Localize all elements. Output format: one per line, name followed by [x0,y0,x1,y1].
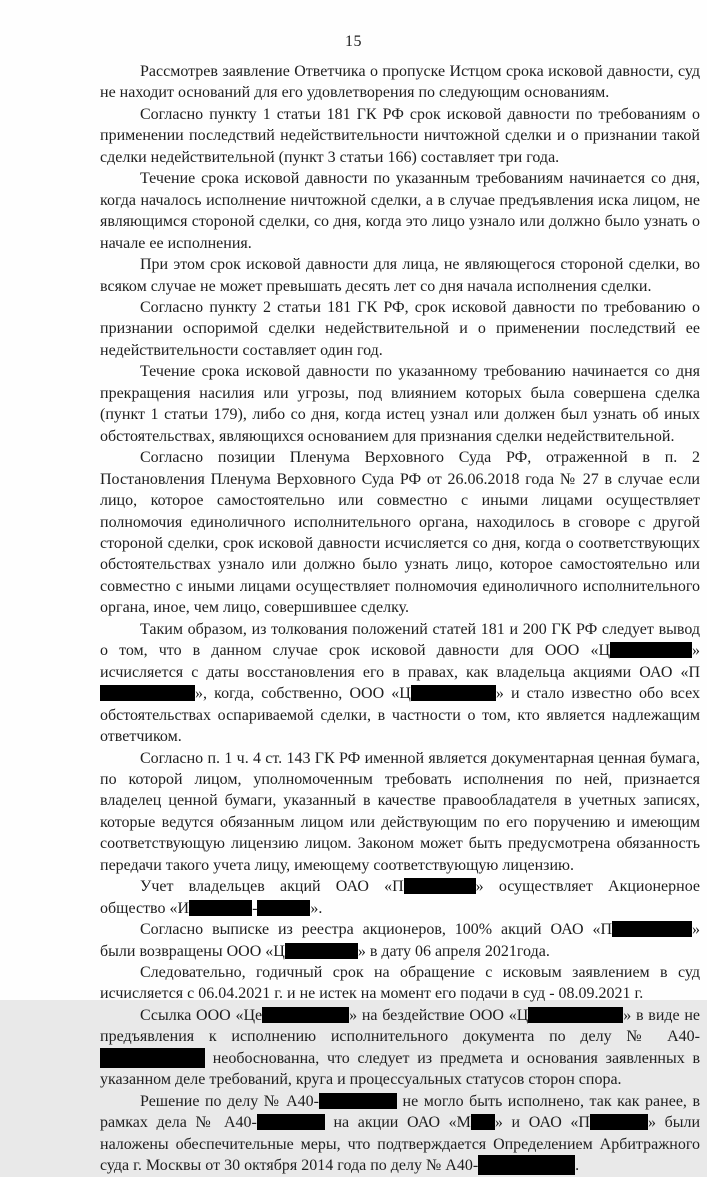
paragraph-text: » исчисляется с даты восстановления его в правах, как владельца акциями ОАО «П [100,642,700,681]
paragraph-text: Согласно п. 1 ч. 4 ст. 143 ГК РФ именной является документарная ценная бумага, по которой лицом, уполномоченным требовать исполнения по ней, признается владелец ценной бумаги, указанный в качестве правообладателя в учетных записях, которые ведутся обязанным лицом или действующим по его поручению и имеющим соответствующую лицензию лицом. Законом может быть предусмотрена обязанность передачи такого учета лицу, имеющему соответствующую лицензию. [100,749,700,874]
redaction-box [285,943,358,959]
redaction-box [262,1007,349,1023]
redaction-box [528,1007,623,1023]
paragraph-text: » были возвращены ООО «Ц [100,921,700,960]
paragraph [100,1091,700,1177]
paragraph-text: Ссылка ООО «Це [140,1006,263,1024]
paragraph-text: Согласно позиции Пленума Верховного Суда РФ, отраженной в п. 2 Постановления Пленума Верховного Суда РФ от 26.06.2018 года № 27 в случае если лицо, которое самостоятельно или совместно с иными лицами осуществляет полномочия единоличного исполнительного органа, находилось в сговоре с другой стороной сделки, срок исковой давности исчисляется со дня, когда о соответствующих обстоятельствах узнало или должно было узнать лицо, которое самостоятельно или совместно с иными лицами осуществляет полномочия единоличного исполнительного органа, иное, чем лицо, совершившее сделку. [100,449,700,617]
paragraph [100,447,700,619]
page-number: 15 [345,33,362,50]
paragraph-text: Согласно пункту 2 статьи 181 ГК РФ, срок исковой давности по требованию о признании оспоримой сделки недействительной и о применении последствий ее недействительности составляет один год. [100,298,700,359]
redaction-box [471,1114,495,1130]
redaction-box [189,900,252,916]
paragraph-text: . [575,1157,580,1175]
paragraph-text: » в дату 06 апреля 2021года. [357,942,550,960]
paragraph-text: » и стало известно обо всех обстоятельствах оспариваемой сделки, в частности о том, кто является надлежащим ответчиком. [100,685,700,746]
redaction-box [411,685,496,701]
paragraph [100,254,700,297]
paragraph-text: не могло быть исполнено, так как ранее, в рамках дела № А40- [100,1092,701,1132]
document-body [100,61,700,1177]
paragraph [100,61,700,104]
paragraph [100,962,700,1005]
paragraph [100,619,700,748]
paragraph [100,748,700,877]
redaction-box [319,1093,397,1109]
paragraph-text: Решение по делу № А40- [140,1092,319,1110]
paragraph-text: Согласно пункту 1 статьи 181 ГК РФ срок исковой давности по требованиям о применении последствий недействительности ничтожной сделки и о признании такой сделки недействительной (пункт 3 статьи 166) составляет три года. [100,105,700,166]
redaction-box [257,1114,325,1130]
paragraph [100,297,700,361]
redaction-box [100,1048,205,1068]
paragraph-text: Течение срока исковой давности по указанным требованиям начинается со дня, когда началось исполнение ничтожной сделки, а в случае предъявления иска лицом, не являющимся стороной сделки, со дня, когда это лицо узнало или должно было узнать о начале ее исполнения. [100,170,700,252]
redaction-box [478,1155,575,1175]
paragraph [100,1005,700,1091]
paragraph-text: » и ОАО «П [494,1114,590,1132]
paragraph-text: необоснованна, что следует из предмета и основания заявленных в указанном деле требований, круга и процессуальных статусов сторон спора. [100,1049,700,1089]
redaction-box [590,1114,648,1130]
paragraph-text: - [252,899,258,917]
paragraph-text: При этом срок исковой давности для лица, не являющегося стороной сделки, во всяком случае не может превышать десять лет со дня начала исполнения сделки. [100,256,700,295]
paragraph-text: Согласно выписке из реестра акционеров, 100% акций ОАО «П [140,921,612,939]
paragraph [100,104,700,168]
paragraph-text: ». [310,899,323,917]
paragraph [100,361,700,447]
redaction-box [404,878,476,894]
paragraph-text: Таким образом, из толкования положений статей 181 и 200 ГК РФ следует вывод о том, что в данном случае срок исковой давности для ООО «Ц [100,620,700,660]
redaction-box [610,642,692,658]
paragraph-text: » в виде не предъявления к исполнению исполнительного документа по делу № А40- [100,1006,701,1046]
paragraph-text: Рассмотрев заявление Ответчика о пропуске Истцом срока исковой давности, суд не находит оснований для его удовлетворения по следующим основаниям. [100,63,700,102]
paragraph [100,876,700,919]
paragraph-text: Течение срока исковой давности по указанному требованию начинается со дня прекращения насилия или угрозы, под влиянием которых была совершена сделка (пункт 1 статьи 179), либо со дня, когда истец узнал или должен был узнать об иных обстоятельствах, являющихся основанием для признания сделки недействительной. [100,363,700,445]
paragraph [100,919,700,962]
paragraph [100,168,700,254]
paragraph-text: » были наложены обеспечительные меры, что подтверждается Определением Арбитражного суда г. Москвы от 30 октября 2014 года по делу № А40- [100,1114,700,1175]
redaction-box [100,685,195,701]
redaction-box [612,921,692,937]
paragraph-text: Учет владельцев акций ОАО «П [140,878,404,896]
redaction-box [257,900,310,916]
paragraph-text: » на бездействие ООО «Ц [349,1006,529,1024]
paragraph-text: » осуществляет Акционерное общество «И [100,878,701,917]
paragraph-text: Следовательно, годичный срок на обращение с исковым заявлением в суд исчисляется с 06.04.2021 г. и не истек на момент его подачи в суд - 08.09.2021 г. [100,964,700,1003]
paragraph-text: на акции ОАО «М [324,1114,471,1132]
paragraph-text: », когда, собственно, ООО «Ц [195,685,411,703]
